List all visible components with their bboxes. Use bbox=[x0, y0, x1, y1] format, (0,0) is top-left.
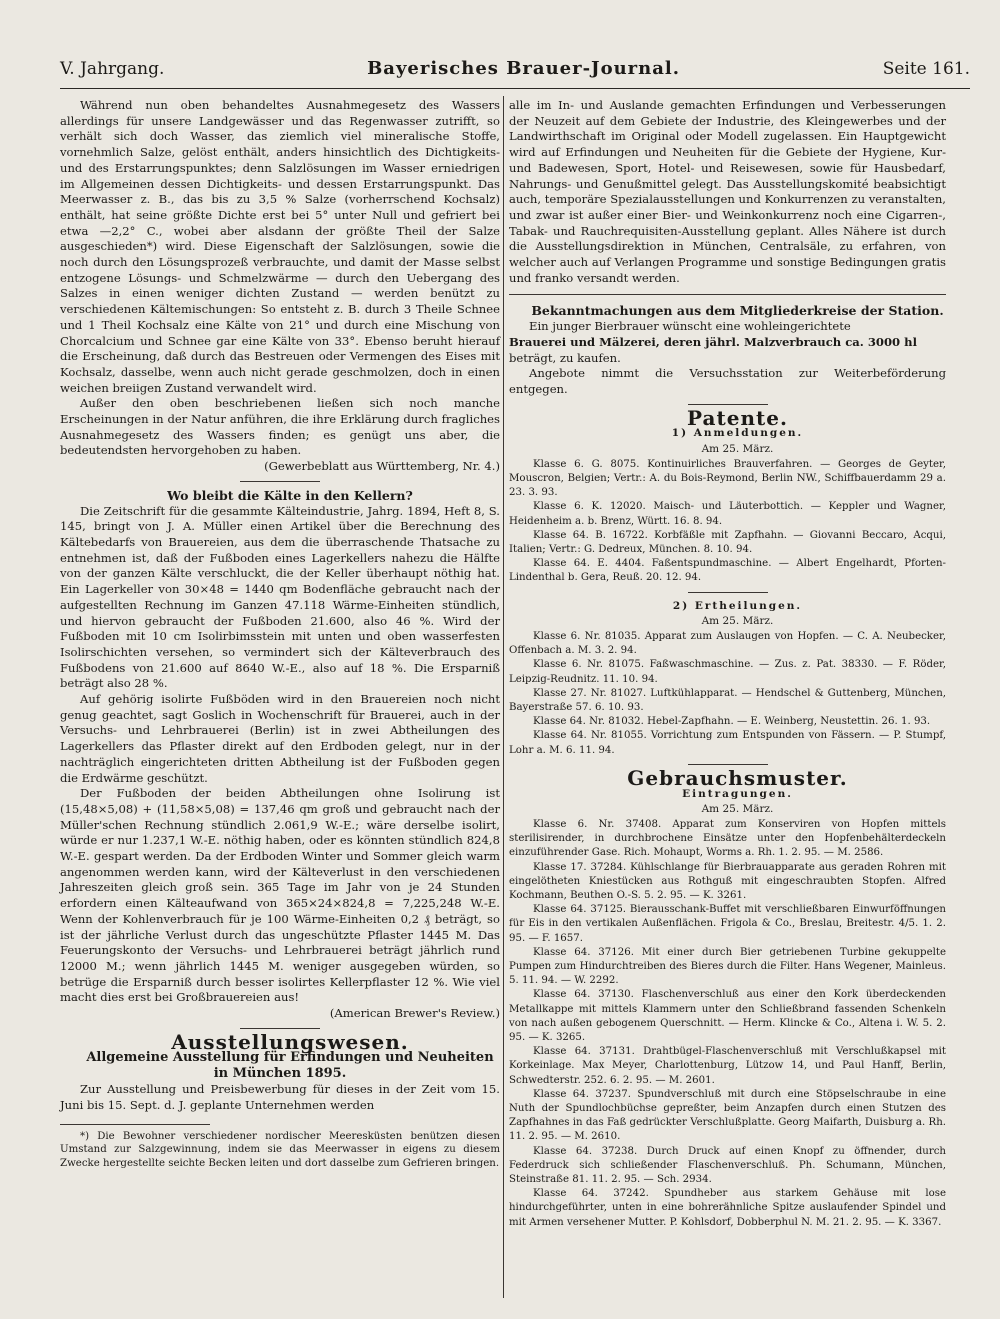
article-paragraph: Außer den oben beschriebenen ließen sich noch manche Erscheinungen in der Natur anführen, die ihre Erklärung durch fragliches Ausnahmegesetz des Wassers finden; es genügt uns aber, die bedeutendsten hervorgehoben zu haben. bbox=[60, 396, 500, 458]
list-item: Klasse 27. Nr. 81027. Luftkühlapparat. — Hendschel & Guttenberg, München, Bayerstraße 57. 6. 10. 93. bbox=[509, 687, 946, 714]
article-paragraph: Auf gehörig isolirte Fußböden wird in den Brauereien noch nicht genug geachtet, sagt Goslich in Wochenschrift für Brauerei, auch in der Versuchs- und Lehrbrauerei (Berlin) ist in zwei Abtheilungen des Lagerkellers das Pflaster direkt auf den Erdboden gelegt, nur in der nachträglich eingerichteten dritten Abtheilung ist der Fußboden gegen die Erdwärme geschützt. bbox=[60, 692, 500, 785]
column-divider bbox=[503, 96, 504, 1298]
notice-text: Angebote nimmt die Versuchsstation zur Weiterbeförderung entgegen. bbox=[509, 366, 946, 396]
footnote-rule bbox=[60, 1124, 210, 1125]
list-item: Klasse 64. 37242. Spundheber aus starkem Gehäuse mit lose hindurchgeführter, unten in eine bohrerähnliche Spitze auslaufender Spindel und mit Armen versehener Mutter. P. Kohlsdorf, Dobberphul N. M. 21. 2. 95. — K. 3367. bbox=[509, 1188, 946, 1228]
subsection-heading: Allgemeine Ausstellung für Erfindungen und Neuheiten in München 1895. bbox=[86, 1050, 494, 1082]
list-item: Klasse 64. 37125. Bierausschank-Buffet mit verschließbaren Einwurföffnungen für Eis in den vertikalen Außenflächen. Frigola & Co., Breslau, Breitestr. 4/5. 1. 2. 95. — F. 1657. bbox=[509, 904, 946, 944]
section-heading: Wo bleibt die Kälte in den Kellern? bbox=[167, 487, 413, 503]
list-item: Klasse 64. 37237. Spundverschluß mit durch eine Stöpselschraube in eine Nuth der Spundlochbüchse gepreßter, beim Anzapfen durch einen Stutzen des Zapfhahnes in das Faß gedrückter Verschlußplatte. Georg Maifarth, Duisburg a. Rh. 11. 2. 95. — M. 2610. bbox=[509, 1088, 946, 1143]
separator bbox=[688, 764, 768, 765]
subsection-heading: Eintragungen. bbox=[682, 787, 793, 800]
utility-model-entries bbox=[509, 818, 946, 1230]
notice-text: Ein junger Bierbrauer wünscht eine wohleingerichtete bbox=[529, 319, 851, 334]
list-item: Klasse 6. G. 8075. Kontinuirliches Brauverfahren. — Georges de Geyter, Mouscron, Belgien; Vertr.: A. du Bois-Reymond, Berlin NW., Schiffbauerdamm 29 a. 23. 3. 93. bbox=[509, 458, 946, 499]
date-line: Am 25. März. bbox=[701, 803, 774, 816]
article-paragraph: Während nun oben behandeltes Ausnahmegesetz des Wassers allerdings für unsere Landgewässer und das Regenwasser zutrifft, so verhält sich doch Wasser, das ziemlich viel mineralische Stoffe, vornehmlich Salze, gelöst enthält, anders hinsichtlich des Dichtigkeits- und des Erstarrungspunktes; denn Salzlösungen im Wasser erniedrigen im Allgemeinen dessen Dichtigkeits- und dessen Erstarrungspunkt. Das Meerwasser z. B., das bis zu 3,5 % Salze (vorherrschend Kochsalz) enthält, hat seine größte Dichte erst bei 5° unter Null und gefriert bei etwa —2,2° C., wobei aber alsdann der größte Theil der Salze ausgeschieden*) wird. Diese Eigenschaft der Salzlösungen, sowie die noch durch den Lösungsprozeß verbrauchte, und damit der Masse selbst entzogene Lösungs- und Schmelzwärme — durch den Uebergang des Salzes in einen weniger dichten Zustand — werden benützt zu verschiedenen Kältemischungen: So entsteht z. B. durch 3 Theile Schnee und 1 Theil Kochsalz eine Kälte von 21° und durch eine Mischung von Chorcalcium und Schnee gar eine Kälte von 33°. Ebenso beruht hierauf die Erscheinung, daß durch das Bestreuen oder Vermengen des Eises mit Kochsalz, dasselbe, wenn auch nicht gerade geschmolzen, doch in einen weichen breiigen Zustand verwandelt wird. bbox=[60, 98, 500, 395]
article-paragraph: Der Fußboden der beiden Abtheilungen ohne Isolirung ist (15,48×5,08) + (11,58×5,08) = 137,46 qm groß und gebraucht nach der Müller'schen Rechnung stündlich 2.061,9 W.-E.; wäre derselbe isolirt, würde er nur 1.237,1 W.-E. nöthig haben, oder es könnten stündlich 824,8 W.-E. gespart werden. Da der Erdboden Winter und Sommer gleich warm angenommen werden kann, wird der Kälteverlust in den verschiedenen Jahreszeiten gleich groß sein. 365 Tage im Jahr von je 24 Stunden erfordern einen Kälteaufwand von 365×24×824,8 = 7,225,248 W.-E. Wenn der Kohlenverbrauch für je 100 Wärme-Einheiten 0,2 ₰ beträgt, so ist der jährliche Verlust durch das ungeschützte Pflaster 1445 M. Das Feuerungskonto der Versuchs- und Lehrbrauerei beträgt jährlich rund 12000 M.; wenn jährlich 1445 M. weniger ausgegeben würden, so betrüge die Ersparniß durch besser isolirtes Kellerpflaster 12 %. Wie viel macht dies erst bei Großbrauereien aus! bbox=[60, 786, 500, 1005]
article-paragraph: alle im In- und Auslande gemachten Erfindungen und Verbesserungen der Neuzeit auf dem Gebiete der Industrie, des Kleingewerbes und der Landwirthschaft im Original oder Modell zugelassen. Ein Hauptgewicht wird auf Erfindungen und Neuheiten für die Gebiete der Hygiene, Kur- und Badewesen, Sport, Hotel- und Reisewesen, sowie für Hausbedarf, Nahrungs- und Genußmittel gelegt. Das Ausstellungskomité beabsichtigt auch, temporäre Spezialausstellungen und Konkurrenzen zu veranstalten, und zwar ist außer einer Bier- und Weinkonkurrenz noch eine Cigarren-, Tabak- und Rauchrequisiten-Ausstellung geplant. Alles Nähere ist durch die Ausstellungsdirektion in München, Centralsäle, zu erfahren, von welcher auch auf Verlangen Programme und sonstige Bedingungen gratis und franko versandt werden. bbox=[509, 98, 946, 285]
list-item: Klasse 6. Nr. 81075. Faßwaschmaschine. — Zus. z. Pat. 38330. — F. Röder, Leipzig-Reudnitz. 11. 10. 94. bbox=[509, 659, 946, 685]
list-item: Klasse 64. 37238. Durch Druck auf einen Knopf zu öffnender, durch Federdruck sich schließender Flaschenverschluß. Ph. Schumann, München, Steinstraße 81. 11. 2. 95. — Sch. 2934. bbox=[509, 1145, 946, 1186]
separator bbox=[688, 404, 768, 405]
source-citation: (American Brewer's Review.) bbox=[329, 1006, 500, 1021]
journal-title: Bayerisches Brauer-Journal. bbox=[367, 58, 681, 79]
patent-grants bbox=[509, 630, 946, 758]
footnote: *) Die Bewohner verschiedener nordischer Meeresküsten benützen diesen Umstand zur Salzgewinnung, indem sie das Meerwasser in eigens zu diesem Zwecke hergestellte seichte Becken leiten und dort dasselbe zum Gefrieren bringen. bbox=[60, 1130, 500, 1170]
notice-text-bold: Brauerei und Mälzerei, deren jährl. Malzverbrauch ca. 3000 hl bbox=[509, 334, 917, 349]
date-line: Am 25. März. bbox=[701, 443, 774, 456]
list-item: Klasse 6. Nr. 37408. Apparat zum Konserviren von Hopfen mittels sterilisirender, in durchbrochene Einsätze unter den Hopfenbehälterdeckeln einzuführender Gase. Rich. Mohaupt, Worms a. Rh. 1. 2. 95. — M. 2586. bbox=[509, 818, 946, 859]
list-item: Klasse 17. 37284. Kühlschlange für Bierbrauapparate aus geraden Rohren mit eingelötheten Kniestücken aus Rothguß mit eingeschraubten Stopfen. Alfred Kochmann, Beuthen O.-S. 5. 2. 95. — K. 3261. bbox=[509, 861, 946, 901]
list-item: Klasse 64. 37131. Drahtbügel-Flaschenverschluß mit Verschlußkapsel mit Korkeinlage. Max Meyer, Charlottenburg, Lützow 14, und Paul Hanff, Berlin, Schwedterstr. 252. 6. 2. 95. — M. 2601. bbox=[509, 1046, 946, 1086]
list-item: Klasse 64. E. 4404. Faßentspundmaschine. — Albert Engelhardt, Pforten-Lindenthal b. Gera, Reuß. 20. 12. 94. bbox=[509, 558, 946, 584]
list-item: Klasse 64. 37126. Mit einer durch Bier getriebenen Turbine gekuppelte Pumpen zum Hindurchtreiben des Bieres durch die Filter. Hans Wegener, Mainleus. 5. 11. 94. — W. 2292. bbox=[509, 946, 946, 987]
page-header bbox=[60, 58, 970, 89]
right-column bbox=[509, 98, 946, 1230]
article-paragraph: Die Zeitschrift für die gesammte Kälteindustrie, Jahrg. 1894, Heft 8, S. 145, bringt von J. A. Müller einen Artikel über die Berechnung des Kältebedarfs von Brauereien, aus dem die überraschende Thatsache zu entnehmen ist, daß der Fußboden eines Lagerkellers nahezu die Hälfte von der ganzen Kälte verschluckt, die der Keller überhaupt nöthig hat. Ein Lagerkeller von 30×48 = 1440 qm Bodenfläche gebraucht nach der aufgestellten Rechnung im Ganzen 47.118 Wärme-Einheiten stündlich, und hiervon gebraucht der Fußboden 21.600, also 46 %. Wird der Fußboden mit 10 cm Isolirbimsstein mit unten und oben wasserfesten Isolirschichten versehen, so vermindert sich der Kälteverbrauch des Fußbodens von 21.600 auf 8640 W.-E., also auf 18 %. Die Ersparniß beträgt also 28 %. bbox=[60, 503, 500, 691]
list-item: Klasse 6. Nr. 81035. Apparat zum Auslaugen von Hopfen. — C. A. Neubecker, Offenbach a. M. 3. 2. 94. bbox=[509, 631, 946, 657]
separator bbox=[240, 1028, 320, 1029]
list-item: Klasse 64. Nr. 81032. Hebel-Zapfhahn. — E. Weinberg, Neustettin. 26. 1. 93. bbox=[533, 716, 931, 728]
page-number: Seite 161. bbox=[882, 59, 970, 79]
subsection-heading: 2) Ertheilungen. bbox=[672, 599, 803, 612]
subsection-heading: 1) Anmeldungen. bbox=[671, 427, 804, 440]
separator bbox=[688, 592, 768, 593]
list-item: Klasse 64. 37130. Flaschenverschluß aus einer den Kork überdeckenden Metallkappe mit mittels Klammern unter den Schließbrand fassenden Schenkeln von nach außen gebogenem Querschnitt. — Herm. Klincke & Co., Altena i. W. 5. 2. 95. — K. 3265. bbox=[509, 989, 946, 1043]
patent-applications bbox=[509, 458, 946, 586]
article-paragraph: Zur Ausstellung und Preisbewerbung für dieses in der Zeit vom 15. Juni bis 15. Sept. d. J. geplante Unternehmen werden bbox=[60, 1082, 500, 1113]
date-line: Am 25. März. bbox=[701, 615, 774, 628]
left-column bbox=[60, 98, 500, 1171]
list-item: Klasse 6. K. 12020. Maisch- und Läuterbottich. — Keppler und Wagner, Heidenheim a. b. Brenz, Württ. 16. 8. 94. bbox=[509, 501, 946, 527]
section-heading: Ausstellungswesen. bbox=[171, 1029, 409, 1054]
list-item: Klasse 64. B. 16722. Korbfäßle mit Zapfhahn. — Giovanni Beccaro, Acqui, Italien; Vertr.: G. Dedreux, München. 8. 10. 94. bbox=[509, 529, 946, 555]
list-item: Klasse 64. Nr. 81055. Vorrichtung zum Entspunden von Fässern. — P. Stumpf, Lohr a. M. 6. 11. 94. bbox=[509, 730, 946, 756]
separator bbox=[240, 481, 320, 482]
section-heading: Patente. bbox=[687, 405, 788, 430]
source-citation: (Gewerbeblatt aus Württemberg, Nr. 4.) bbox=[264, 459, 500, 474]
notice-text: beträgt, zu kaufen. bbox=[509, 350, 621, 365]
separator bbox=[509, 294, 946, 295]
volume-label: V. Jahrgang. bbox=[60, 59, 165, 79]
section-heading: Bekanntmachungen aus dem Mitgliederkreise der Station. bbox=[531, 303, 944, 319]
section-heading: Gebrauchsmuster. bbox=[627, 765, 848, 790]
